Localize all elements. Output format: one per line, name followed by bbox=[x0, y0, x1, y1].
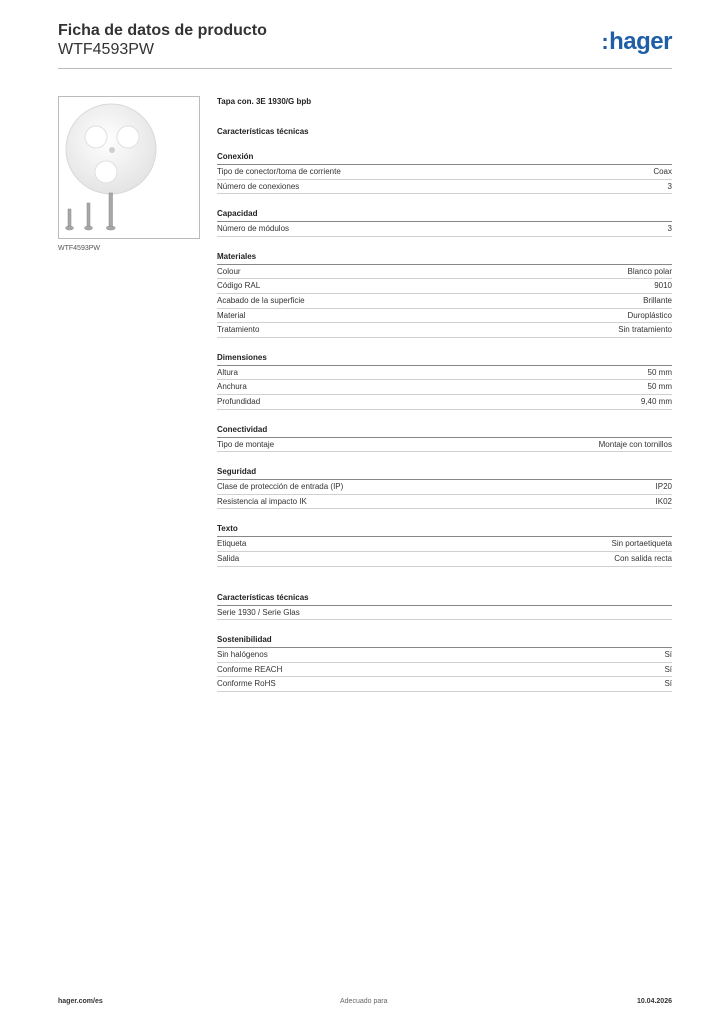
spec-label: Número de conexiones bbox=[217, 181, 300, 191]
page-header bbox=[58, 22, 672, 70]
spec-row bbox=[217, 395, 672, 410]
spec-row bbox=[217, 380, 672, 395]
spec-label: Etiqueta bbox=[217, 539, 247, 549]
product-illustration bbox=[59, 97, 199, 238]
spec-row bbox=[217, 648, 672, 663]
spec-row bbox=[217, 480, 672, 495]
spec-row bbox=[217, 309, 672, 324]
spec-row bbox=[217, 537, 672, 552]
section-title: Texto bbox=[217, 524, 238, 534]
spec-row bbox=[217, 677, 672, 692]
spec-value: Sin portaetiqueta bbox=[611, 539, 672, 549]
spec-section bbox=[217, 252, 672, 338]
spec-value: Brillante bbox=[643, 295, 672, 305]
section-title: Capacidad bbox=[217, 209, 258, 219]
spec-row bbox=[217, 180, 672, 195]
spec-value: Blanco polar bbox=[627, 266, 672, 276]
spec-row bbox=[217, 222, 672, 237]
section-title: Conectividad bbox=[217, 424, 268, 434]
product-details bbox=[217, 97, 672, 692]
spec-label: Conforme REACH bbox=[217, 664, 283, 674]
spec-label: Clase de protección de entrada (IP) bbox=[217, 482, 344, 492]
product-name: Tapa con. 3E 1930/G bpb bbox=[217, 97, 312, 106]
section-title: Características técnicas bbox=[217, 592, 309, 602]
document-subtitle: WTF4593PW bbox=[58, 41, 155, 58]
spec-label: Número de módulos bbox=[217, 224, 290, 234]
spec-label: Salida bbox=[217, 553, 240, 563]
spec-value: Con salida recta bbox=[614, 553, 672, 563]
spec-value: Sí bbox=[664, 650, 672, 660]
footer-website: hager.com/es bbox=[58, 998, 103, 1005]
spec-value: Duroplástico bbox=[627, 310, 672, 320]
product-image bbox=[58, 96, 200, 239]
document-title: Ficha de datos de producto bbox=[58, 22, 267, 39]
spec-label: Conforme RoHS bbox=[217, 679, 276, 689]
footer-suitable-for: Adecuado para bbox=[340, 998, 388, 1005]
spec-value: 3 bbox=[667, 224, 672, 234]
spec-sections bbox=[217, 152, 672, 567]
spec-value: 9010 bbox=[654, 281, 672, 291]
spec-section bbox=[217, 467, 672, 509]
spec-value: IK02 bbox=[655, 496, 672, 506]
spec-label: Tipo de montaje bbox=[217, 439, 275, 449]
spec-row bbox=[217, 265, 672, 280]
header-divider bbox=[58, 68, 672, 69]
section-title: Dimensiones bbox=[217, 352, 267, 362]
spec-value: IP20 bbox=[655, 482, 672, 492]
spec-label: Colour bbox=[217, 266, 241, 276]
spec-value: 50 mm bbox=[647, 382, 672, 392]
spec-row bbox=[217, 279, 672, 294]
spec-section bbox=[217, 209, 672, 237]
image-caption: WTF4593PW bbox=[58, 245, 101, 252]
spec-label: Código RAL bbox=[217, 281, 261, 291]
spec-section bbox=[217, 524, 672, 566]
spec-row bbox=[217, 606, 672, 621]
spec-label: Material bbox=[217, 310, 246, 320]
spec-label: Sin halógenos bbox=[217, 650, 268, 660]
footer-date: 10.04.2026 bbox=[636, 998, 672, 1005]
spec-label: Profundidad bbox=[217, 396, 261, 406]
spec-section bbox=[217, 635, 672, 692]
spec-label: Anchura bbox=[217, 382, 247, 392]
spec-row bbox=[217, 552, 672, 567]
spec-value: Sí bbox=[664, 679, 672, 689]
spec-value: Montaje con tornillos bbox=[598, 439, 672, 449]
spec-row bbox=[217, 366, 672, 381]
spec-value: Sin tratamiento bbox=[618, 325, 672, 335]
spec-value: 50 mm bbox=[647, 367, 672, 377]
spec-section bbox=[217, 593, 672, 621]
section-title: Conexión bbox=[217, 152, 254, 161]
extra-spec-sections bbox=[217, 593, 672, 692]
spec-value: 9,40 mm bbox=[640, 396, 672, 406]
spec-row bbox=[217, 495, 672, 510]
section-title: Materiales bbox=[217, 251, 257, 261]
spec-label: Tipo de conector/toma de corriente bbox=[217, 167, 341, 176]
spec-section bbox=[217, 152, 672, 194]
spec-label: Serie 1930 / Serie Glas bbox=[217, 607, 300, 617]
spec-row bbox=[217, 663, 672, 678]
spec-label: Tratamiento bbox=[217, 325, 260, 335]
section-title: Seguridad bbox=[217, 467, 257, 477]
logo-text: hager bbox=[609, 28, 672, 55]
spec-value: Coax bbox=[653, 167, 672, 176]
spec-row bbox=[217, 438, 672, 453]
spec-row bbox=[217, 165, 672, 180]
section-title: Sostenibilidad bbox=[217, 635, 272, 645]
spec-section bbox=[217, 425, 672, 453]
spec-value: Sí bbox=[664, 664, 672, 674]
spec-row bbox=[217, 323, 672, 338]
spec-label: Acabado de la superficie bbox=[217, 295, 305, 305]
spec-value: 3 bbox=[667, 181, 672, 191]
main-heading: Características técnicas bbox=[217, 127, 309, 136]
spec-label: Altura bbox=[217, 367, 238, 377]
spec-row bbox=[217, 294, 672, 309]
spec-section bbox=[217, 353, 672, 410]
spec-label: Resistencia al impacto IK bbox=[217, 496, 307, 506]
hager-logo: :hager bbox=[601, 28, 672, 55]
